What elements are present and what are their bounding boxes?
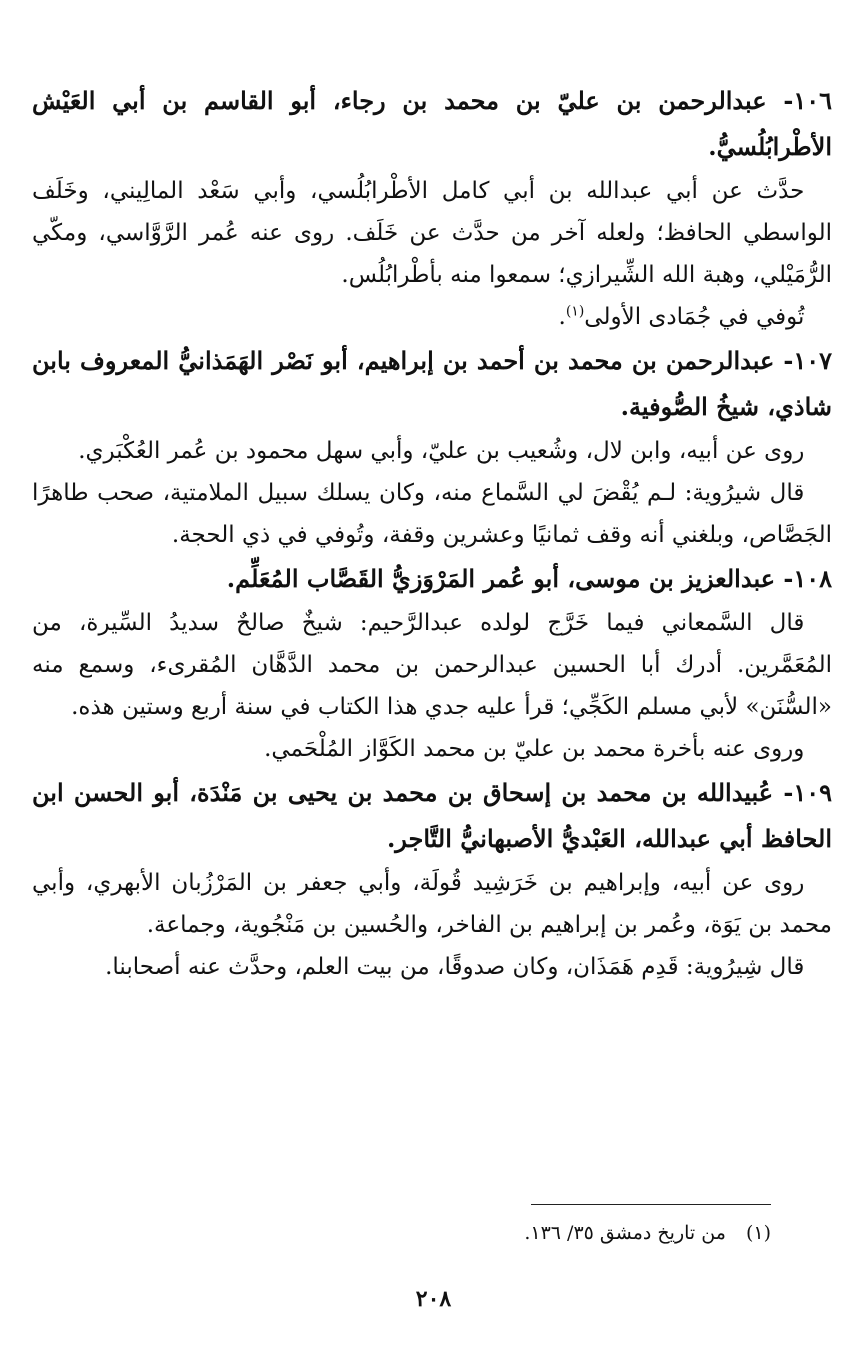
entry-title: ١٠٩- عُبيدالله بن محمد بن إسحاق بن محمد بن يحيى بن مَنْدَة، أبو الحسن ابن الحافظ أبي عبدالله، العَبْديُّ الأصبهانيُّ التَّاجر. [32, 778, 832, 853]
entry-title: ١٠٧- عبدالرحمن بن محمد بن أحمد بن إبراهيم، أبو نَصْر الهَمَذانيُّ المعروف بابن شاذي، شيخُ الصُّوفية. [32, 346, 832, 421]
entry-paragraph-text: تُوفي في جُمَادى الأولى [584, 304, 805, 330]
footnote-divider [531, 1204, 771, 1205]
entry-109 [32, 770, 832, 988]
entry-paragraph: قال السَّمعاني فيما خَرَّج لولده عبدالرَّحيم: شيخٌ صالحٌ سديدُ السِّيرة، من المُعَمَّرين. أدرك أبا الحسين عبدالرحمن بن محمد الدَّهَّان المُقرىء، وسمع منه «السُّنَن» لأبي مسلم الكَجِّي؛ قرأ عليه جدي هذا الكتاب في سنة أربع وستين هذه. [32, 610, 832, 720]
entry-title: ١٠٨- عبدالعزيز بن موسى، أبو عُمر المَرْوَزيُّ القَصَّاب المُعَلِّم. [226, 564, 832, 593]
footnote-mark: (١) [745, 1222, 771, 1244]
entry-title: ١٠٦- عبدالرحمن بن عليّ بن محمد بن رجاء، أبو القاسم بن أبي العَيْش الأطْرابُلُسيُّ. [32, 86, 832, 161]
entry-paragraph: قال شيرُوية: لـم يُقْضَ لي السَّماع منه، وكان يسلك سبيل الملامتية، صحب طاهرًا الجَصَّاص، وبلغني أنه وقف ثمانيًا وعشرين وقفة، وتُوفي في ذي الحجة. [32, 480, 832, 548]
entry-paragraph: وروى عنه بأخرة محمد بن عليّ بن محمد الكَوَّاز المُلْحَمي. [264, 736, 805, 762]
page-number: ٢٠٨ [415, 1286, 452, 1312]
entry-paragraph: روى عن أبيه، وإبراهيم بن خَرَشِيد قُولَة، وأبي جعفر بن المَرْزُبان الأبهري، وأبي محمد بن يَوَة، وعُمر بن إبراهيم بن الفاخر، والحُسين بن مَنْجُوية، وجماعة. [32, 870, 832, 938]
footnote-reference[interactable]: (١) [565, 303, 585, 320]
entry-paragraph: روى عن أبيه، وابن لال، وشُعيب بن عليّ، وأبي سهل محمود بن عُمر العُكْبَري. [78, 438, 805, 464]
page-body [32, 78, 832, 988]
footnote [71, 1222, 771, 1244]
entry-106 [32, 78, 832, 338]
entry-paragraph: قال شِيرُوية: قَدِم هَمَذَان، وكان صدوقًا، من بيت العلم، وحدَّث عنه أصحابنا. [105, 954, 805, 980]
entry-paragraph: تُوفي في جُمَادى الأولى$^{(١)}$. [558, 303, 805, 330]
entry-paragraph: حدَّث عن أبي عبدالله بن أبي كامل الأطْرابُلُسي، وأبي سَعْد المالِيني، وخَلَف الواسطي الحافظ؛ ولعله آخر من حدَّث عن خَلَف. روى عنه عُمر الرَّوَّاسي، ومكّي الرُّمَيْلي، وهبة الله الشِّيرازي؛ سمعوا منه بأطْرابُلُس. [32, 178, 832, 288]
entry-107 [32, 338, 832, 556]
footnote-text: من تاريخ دمشق ٣٥/ ١٣٦. [524, 1222, 726, 1244]
entry-108 [32, 556, 832, 770]
